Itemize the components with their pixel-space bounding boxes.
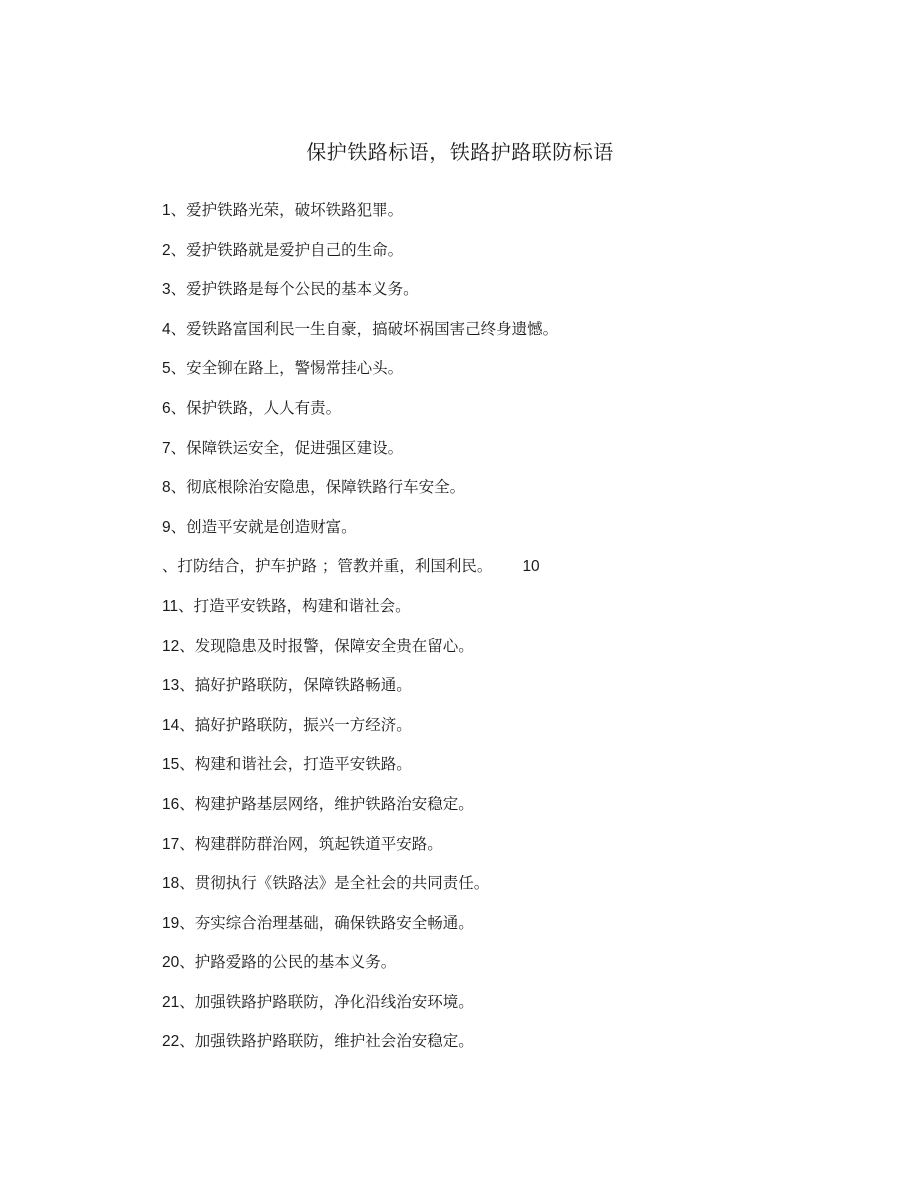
item-text: 、护路爱路的公民的基本义务。 <box>179 953 397 972</box>
list-item <box>162 1030 558 1070</box>
item-text: 、构建群防群治网，筑起铁道平安路。 <box>179 834 443 853</box>
item-number: 11 <box>162 597 179 615</box>
item-text: 、搞好护路联防，振兴一方经济。 <box>179 715 412 734</box>
item-text: 、打防结合，护车护路 ；管教并重，利国利民。 <box>162 557 493 576</box>
item-text: 、打造平安铁路，构建和谐社会。 <box>178 596 411 615</box>
list-item <box>162 833 558 873</box>
item-text: 、保障铁运安全，促进强区建设。 <box>170 438 404 457</box>
item-text: 、爱护铁路光荣，破坏铁路犯罪。 <box>170 201 404 219</box>
item-number: 5 <box>162 360 171 378</box>
list-item <box>162 357 558 397</box>
document-title: 保护铁路标语，铁路护路联防标语 <box>306 140 614 164</box>
list-item <box>162 516 558 556</box>
item-text: 、安全铆在路上，警惕常挂心头。 <box>170 359 404 378</box>
list-item <box>162 199 558 239</box>
list-item <box>162 555 558 595</box>
item-number: 2 <box>162 241 171 259</box>
list-item <box>162 437 558 477</box>
item-number: 17 <box>162 835 180 853</box>
list-item <box>162 674 558 714</box>
item-number: 12 <box>162 637 180 655</box>
item-number: 22 <box>162 1033 180 1051</box>
list-item <box>162 397 558 437</box>
item-number: 16 <box>162 795 180 813</box>
item-number: 6 <box>162 399 171 417</box>
list-item <box>162 278 558 318</box>
item-number: 14 <box>162 716 180 734</box>
list-item <box>162 318 558 358</box>
item-number: 3 <box>162 281 171 299</box>
item-number: 4 <box>162 320 171 338</box>
item-text: 、发现隐患及时报警，保障安全贵在留心。 <box>179 636 474 655</box>
item-number: 8 <box>162 479 171 497</box>
slogan-list <box>162 199 558 1070</box>
item-text: 、爱铁路富国利民一生自豪，搞破坏祸国害己终身遗憾。 <box>170 319 559 338</box>
list-item <box>162 753 558 793</box>
list-item <box>162 991 558 1031</box>
list-item <box>162 476 558 516</box>
item-number: 19 <box>162 914 180 932</box>
item-text: 、保护铁路，人人有责。 <box>170 398 342 417</box>
item-text: 、彻底根除治安隐患，保障铁路行车安全。 <box>170 478 466 497</box>
item-text: 、构建和谐社会，打造平安铁路。 <box>179 755 412 774</box>
item-text: 、爱护铁路是每个公民的基本义务。 <box>170 280 419 299</box>
item-text: 、贯彻执行《铁路法》是全社会的共同责任。 <box>179 874 490 893</box>
list-item <box>162 714 558 754</box>
item-number: 21 <box>162 993 180 1011</box>
item-number: 18 <box>162 875 180 893</box>
item-number: 7 <box>162 439 171 457</box>
item-number: 15 <box>162 756 180 774</box>
item-number: 1 <box>162 202 171 219</box>
list-item <box>162 595 558 635</box>
item-text: 、创造平安就是创造财富。 <box>170 517 357 536</box>
item-text: 、构建护路基层网络，维护铁路治安稳定。 <box>179 794 474 813</box>
list-item <box>162 951 558 991</box>
item-number: 9 <box>162 518 171 536</box>
item-number: 20 <box>162 954 180 972</box>
list-item <box>162 793 558 833</box>
item-trailing-number: 10 <box>522 558 540 576</box>
item-text: 、加强铁路护路联防，净化沿线治安环境。 <box>179 992 474 1011</box>
item-text: 、夯实综合治理基础，确保铁路安全畅通。 <box>179 913 474 932</box>
list-item <box>162 635 558 675</box>
item-text: 、搞好护路联防，保障铁路畅通。 <box>179 676 412 695</box>
list-item <box>162 912 558 952</box>
item-text: 、爱护铁路就是爱护自己的生命。 <box>170 240 404 259</box>
list-item <box>162 872 558 912</box>
list-item <box>162 239 558 279</box>
item-number: 13 <box>162 677 180 695</box>
item-text: 、加强铁路护路联防，维护社会治安稳定。 <box>179 1032 474 1051</box>
